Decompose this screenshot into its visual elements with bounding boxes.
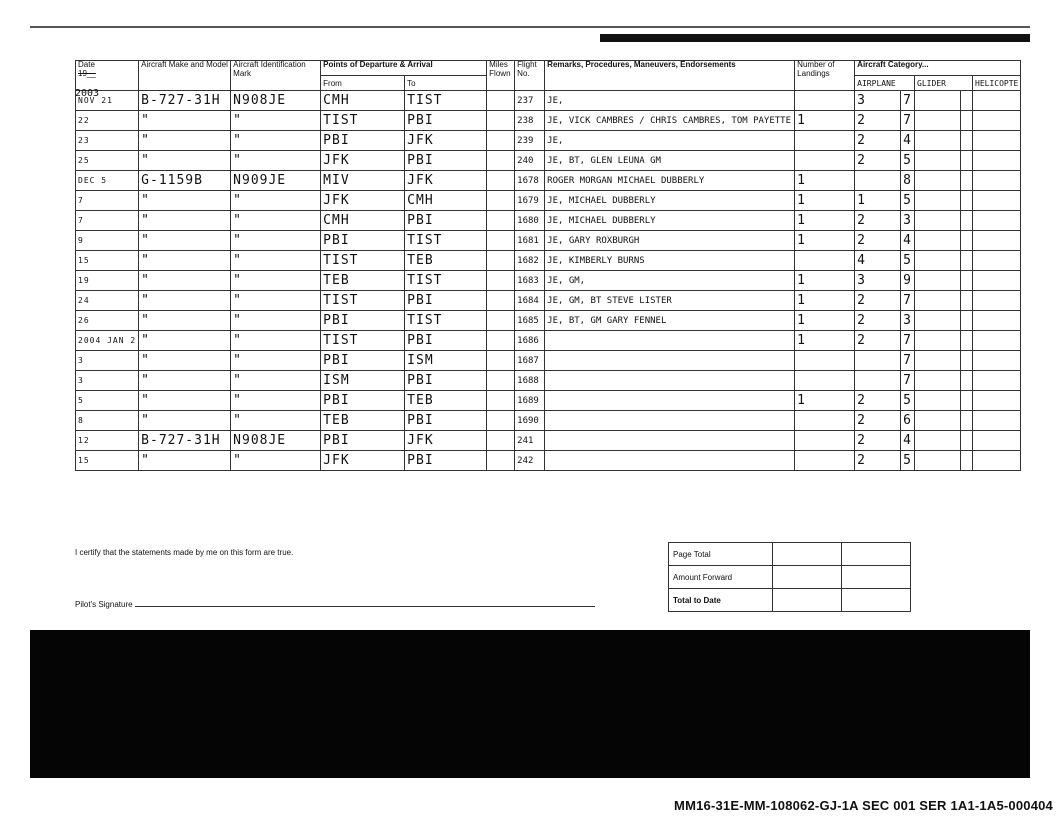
cell-remarks: ROGER MORGAN MICHAEL DUBBERLY: [545, 171, 795, 191]
cell-to: JFK: [405, 131, 487, 151]
cell-landings: 1: [795, 391, 855, 411]
cell-h: 2: [855, 411, 901, 431]
cell-flight: 239: [515, 131, 545, 151]
cell-remarks: [545, 351, 795, 371]
cell-m: 5: [901, 251, 915, 271]
cell-h: 4: [855, 251, 901, 271]
log-row: [76, 291, 1021, 311]
cell-to: TEB: [405, 391, 487, 411]
cell-ident: ": [231, 131, 321, 151]
cell-from: PBI: [321, 231, 405, 251]
cell-landings: [795, 151, 855, 171]
cell-remarks: JE, GM,: [545, 271, 795, 291]
cell-ident: N908JE: [231, 431, 321, 451]
log-row: [76, 331, 1021, 351]
cell-make: G-1159B: [139, 171, 231, 191]
certify-text: I certify that the statements made by me on this form are true.: [75, 548, 294, 557]
header-cat-airplane: AIRPLANE: [855, 76, 915, 91]
cell-landings: 1: [795, 171, 855, 191]
cell-ident: N908JE: [231, 91, 321, 111]
cell-date: 15: [76, 451, 139, 471]
cell-m: 4: [901, 231, 915, 251]
cell-flight: 1689: [515, 391, 545, 411]
cell-landings: 1: [795, 111, 855, 131]
log-row: [76, 111, 1021, 131]
cell-landings: [795, 411, 855, 431]
log-row: [76, 251, 1021, 271]
cell-m: 8: [901, 171, 915, 191]
log-row: [76, 131, 1021, 151]
cell-remarks: JE, VICK CAMBRES / CHRIS CAMBRES, TOM PAYETTE: [545, 111, 795, 131]
cell-ident: ": [231, 371, 321, 391]
log-row: [76, 151, 1021, 171]
cell-m: 7: [901, 351, 915, 371]
cell-remarks: JE, GARY ROXBURGH: [545, 231, 795, 251]
cell-make: ": [139, 351, 231, 371]
cell-to: JFK: [405, 171, 487, 191]
cell-flight: 1678: [515, 171, 545, 191]
cell-m: 5: [901, 151, 915, 171]
cell-m: 6: [901, 411, 915, 431]
cell-remarks: [545, 451, 795, 471]
cell-date: DEC 5: [76, 171, 139, 191]
cell-from: CMH: [321, 211, 405, 231]
header-cat-glider: GLIDER: [915, 76, 973, 91]
cell-ident: ": [231, 231, 321, 251]
log-row: [76, 391, 1021, 411]
cell-from: TEB: [321, 411, 405, 431]
header-to: To: [405, 76, 487, 91]
cell-flight: 242: [515, 451, 545, 471]
cell-make: ": [139, 411, 231, 431]
cell-date: 23: [76, 131, 139, 151]
cell-to: PBI: [405, 291, 487, 311]
cell-make: ": [139, 391, 231, 411]
cell-landings: 1: [795, 331, 855, 351]
cell-flight: 240: [515, 151, 545, 171]
cell-make: ": [139, 151, 231, 171]
header-from: From: [321, 76, 405, 91]
cell-to: TIST: [405, 271, 487, 291]
cell-make: ": [139, 211, 231, 231]
cell-from: ISM: [321, 371, 405, 391]
cell-ident: ": [231, 391, 321, 411]
header-date: Date 19__: [76, 61, 139, 91]
cell-date: 3: [76, 351, 139, 371]
cell-ident: ": [231, 351, 321, 371]
cell-make: ": [139, 191, 231, 211]
log-row: [76, 191, 1021, 211]
cell-flight: 1682: [515, 251, 545, 271]
cell-landings: 1: [795, 191, 855, 211]
header-flight: Flight No.: [515, 61, 545, 91]
scan-edge-line: [30, 26, 1030, 28]
cell-h: 2: [855, 211, 901, 231]
cell-ident: ": [231, 311, 321, 331]
page-total-label: Page Total: [669, 543, 773, 566]
cell-remarks: [545, 391, 795, 411]
cell-m: 5: [901, 451, 915, 471]
cell-flight: 1683: [515, 271, 545, 291]
cell-landings: [795, 91, 855, 111]
log-row: [76, 171, 1021, 191]
log-row: [76, 411, 1021, 431]
cell-m: 5: [901, 191, 915, 211]
cell-flight: 1686: [515, 331, 545, 351]
cell-flight: 241: [515, 431, 545, 451]
header-remarks: Remarks, Procedures, Maneuvers, Endorsements: [545, 61, 795, 91]
cell-landings: 1: [795, 311, 855, 331]
cell-from: MIV: [321, 171, 405, 191]
log-row: [76, 431, 1021, 451]
log-row: [76, 311, 1021, 331]
cell-remarks: [545, 431, 795, 451]
cell-from: PBI: [321, 391, 405, 411]
cell-to: PBI: [405, 451, 487, 471]
header-ident: Aircraft Identification Mark: [231, 61, 321, 91]
header-category: Aircraft Category...: [855, 61, 1021, 76]
cell-make: ": [139, 311, 231, 331]
cell-remarks: JE,: [545, 91, 795, 111]
cell-from: PBI: [321, 311, 405, 331]
cell-ident: ": [231, 451, 321, 471]
cell-make: ": [139, 371, 231, 391]
cell-remarks: [545, 331, 795, 351]
cell-h: [855, 371, 901, 391]
cell-date: 22: [76, 111, 139, 131]
cell-remarks: [545, 371, 795, 391]
cell-date: 2004 JAN 2: [76, 331, 139, 351]
cell-make: B-727-31H: [139, 91, 231, 111]
cell-flight: 1681: [515, 231, 545, 251]
cell-ident: ": [231, 111, 321, 131]
cell-from: TIST: [321, 111, 405, 131]
cell-to: PBI: [405, 151, 487, 171]
cell-h: 2: [855, 311, 901, 331]
cell-flight: 1688: [515, 371, 545, 391]
cell-to: CMH: [405, 191, 487, 211]
signature-label: Pilot's Signature: [75, 600, 133, 609]
cell-landings: [795, 251, 855, 271]
cell-from: JFK: [321, 151, 405, 171]
cell-flight: 1684: [515, 291, 545, 311]
cell-from: TEB: [321, 271, 405, 291]
cell-flight: 1685: [515, 311, 545, 331]
cell-h: 3: [855, 271, 901, 291]
cell-make: ": [139, 291, 231, 311]
cell-landings: 1: [795, 291, 855, 311]
cell-date: 24: [76, 291, 139, 311]
cell-make: ": [139, 231, 231, 251]
cell-remarks: JE,: [545, 131, 795, 151]
header-miles: Miles Flown: [487, 61, 515, 91]
cell-date: 15: [76, 251, 139, 271]
cell-remarks: JE, MICHAEL DUBBERLY: [545, 191, 795, 211]
header-landings: Number of Landings: [795, 61, 855, 91]
cell-h: 2: [855, 431, 901, 451]
cell-remarks: JE, MICHAEL DUBBERLY: [545, 211, 795, 231]
cell-m: 7: [901, 91, 915, 111]
cell-from: PBI: [321, 131, 405, 151]
cell-h: 2: [855, 391, 901, 411]
cell-to: PBI: [405, 411, 487, 431]
cell-m: 7: [901, 331, 915, 351]
bates-number: MM16-31E-MM-108062-GJ-1A SEC 001 SER 1A1-1A5-000404: [674, 798, 1053, 813]
log-rows: [76, 91, 1021, 471]
header-make: Aircraft Make and Model: [139, 61, 231, 91]
cell-date: 7: [76, 191, 139, 211]
signature-line: [75, 600, 595, 609]
cell-landings: [795, 431, 855, 451]
cell-m: 7: [901, 371, 915, 391]
cell-to: PBI: [405, 211, 487, 231]
cell-date: NOV 21: [76, 91, 139, 111]
cell-from: CMH: [321, 91, 405, 111]
cell-h: 2: [855, 111, 901, 131]
cell-to: TIST: [405, 231, 487, 251]
cell-to: ISM: [405, 351, 487, 371]
cell-landings: [795, 451, 855, 471]
cell-ident: ": [231, 211, 321, 231]
cell-date: 5: [76, 391, 139, 411]
cell-date: 7: [76, 211, 139, 231]
cell-date: 12: [76, 431, 139, 451]
cell-from: TIST: [321, 251, 405, 271]
log-row: [76, 231, 1021, 251]
header-points: Points of Departure & Arrival: [321, 61, 487, 76]
cell-h: [855, 171, 901, 191]
amount-forward-label: Amount Forward: [669, 566, 773, 589]
cell-h: 2: [855, 451, 901, 471]
cell-to: TEB: [405, 251, 487, 271]
cell-ident: ": [231, 151, 321, 171]
cell-to: JFK: [405, 431, 487, 451]
cell-date: 8: [76, 411, 139, 431]
cell-date: 25: [76, 151, 139, 171]
cell-h: 3: [855, 91, 901, 111]
pilot-logbook-table: [75, 60, 1021, 471]
cell-ident: ": [231, 191, 321, 211]
cell-make: ": [139, 131, 231, 151]
log-row: [76, 451, 1021, 471]
cell-remarks: JE, BT, GM GARY FENNEL: [545, 311, 795, 331]
cell-make: ": [139, 251, 231, 271]
cell-to: TIST: [405, 311, 487, 331]
cell-flight: 1687: [515, 351, 545, 371]
cell-from: JFK: [321, 451, 405, 471]
cell-flight: 237: [515, 91, 545, 111]
log-row: [76, 371, 1021, 391]
cell-to: PBI: [405, 331, 487, 351]
cell-to: PBI: [405, 111, 487, 131]
cell-flight: 238: [515, 111, 545, 131]
cell-m: 4: [901, 131, 915, 151]
totals-table: [668, 542, 911, 612]
cell-make: ": [139, 111, 231, 131]
cell-ident: ": [231, 251, 321, 271]
cell-remarks: [545, 411, 795, 431]
cell-ident: ": [231, 331, 321, 351]
header-cat-helicopter: HELICOPTE: [973, 76, 1021, 91]
scan-edge-bar: [600, 34, 1030, 42]
cell-make: B-727-31H: [139, 431, 231, 451]
cell-landings: [795, 351, 855, 371]
cell-from: JFK: [321, 191, 405, 211]
cell-h: 2: [855, 231, 901, 251]
cell-m: 4: [901, 431, 915, 451]
cell-ident: ": [231, 291, 321, 311]
cell-date: 26: [76, 311, 139, 331]
cell-from: PBI: [321, 431, 405, 451]
log-row: [76, 211, 1021, 231]
cell-h: 2: [855, 291, 901, 311]
cell-to: TIST: [405, 91, 487, 111]
cell-ident: ": [231, 271, 321, 291]
log-row: [76, 351, 1021, 371]
cell-date: 3: [76, 371, 139, 391]
log-row: [76, 271, 1021, 291]
cell-flight: 1690: [515, 411, 545, 431]
cell-h: 2: [855, 331, 901, 351]
cell-landings: [795, 371, 855, 391]
cell-date: 9: [76, 231, 139, 251]
cell-flight: 1680: [515, 211, 545, 231]
total-to-date-label: Total to Date: [669, 589, 773, 612]
cell-make: ": [139, 451, 231, 471]
log-row: [76, 91, 1021, 111]
cell-from: TIST: [321, 331, 405, 351]
cell-landings: 1: [795, 211, 855, 231]
cell-landings: 1: [795, 271, 855, 291]
cell-landings: [795, 131, 855, 151]
cell-remarks: JE, KIMBERLY BURNS: [545, 251, 795, 271]
cell-m: 7: [901, 111, 915, 131]
cell-from: PBI: [321, 351, 405, 371]
cell-flight: 1679: [515, 191, 545, 211]
cell-h: 2: [855, 151, 901, 171]
cell-h: 2: [855, 131, 901, 151]
cell-m: 9: [901, 271, 915, 291]
cell-m: 7: [901, 291, 915, 311]
cell-m: 3: [901, 311, 915, 331]
cell-remarks: JE, BT, GLEN LEUNA GM: [545, 151, 795, 171]
cell-m: 3: [901, 211, 915, 231]
cell-ident: ": [231, 411, 321, 431]
year-label: 2003: [75, 88, 100, 99]
cell-m: 5: [901, 391, 915, 411]
cell-landings: 1: [795, 231, 855, 251]
cell-h: [855, 351, 901, 371]
cell-make: ": [139, 331, 231, 351]
cell-ident: N909JE: [231, 171, 321, 191]
cell-make: ": [139, 271, 231, 291]
cell-remarks: JE, GM, BT STEVE LISTER: [545, 291, 795, 311]
cell-h: 1: [855, 191, 901, 211]
cell-from: TIST: [321, 291, 405, 311]
dark-scan-region: [30, 630, 1030, 778]
cell-to: PBI: [405, 371, 487, 391]
cell-date: 19: [76, 271, 139, 291]
